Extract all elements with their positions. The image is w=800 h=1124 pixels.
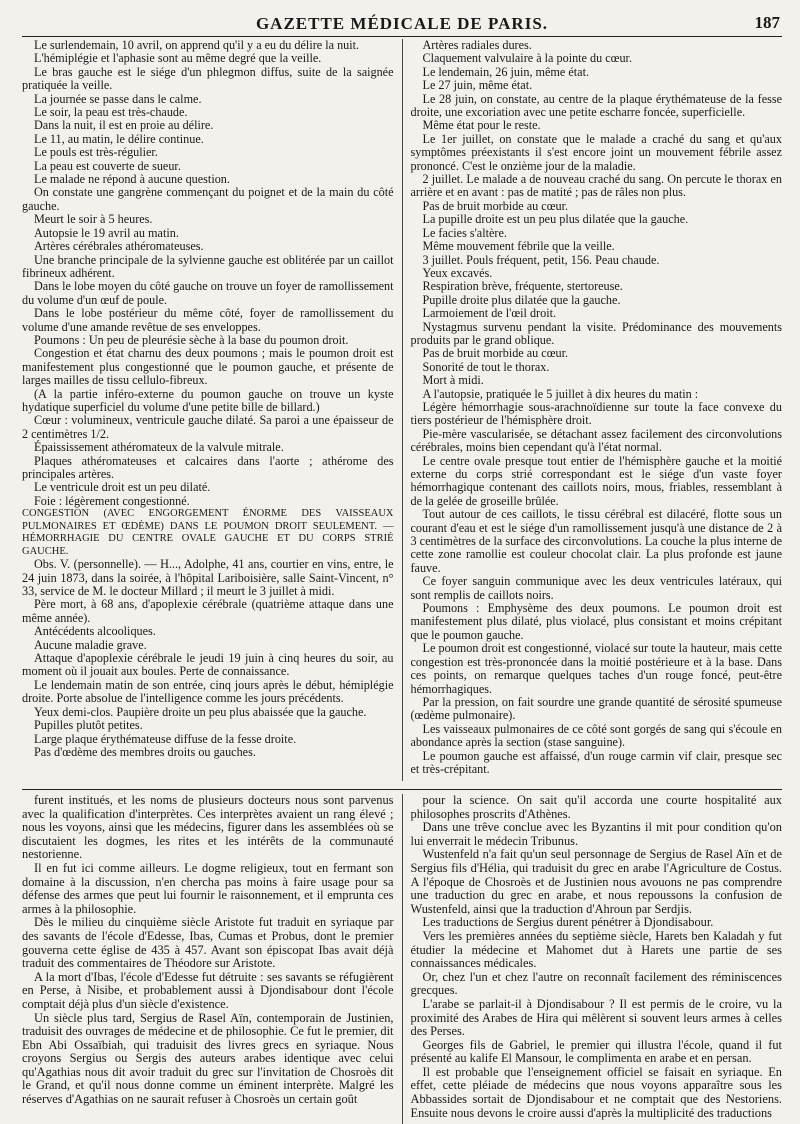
- paragraph: Un siècle plus tard, Sergius de Rasel Aïn, contemporain de Justinien, traduisit des ouvrages de médecine et de philosophie. Ce fut le premier, dit Ebn Abi Ossaïbiah, qui traduisit des livres grecs en syriaque. Nous croyons Sergius ou Sergis des auteurs arabes identique avec celui qu'Agathias nous dit avoir traduit du grec sur l'invitation de Chosroès dit le Grand, et qu'il nous donne comme un éminent interprète. Malgré les réserves d'Agathias on ne saurait refuser à Chosroès un certain goût: [22, 1010, 394, 1107]
- paragraph: Obs. V. (personnelle). — H..., Adolphe, 41 ans, courtier en vins, entre, le 24 juin 1873, dans la soirée, à l'hôpital Lariboisière, salle Saint-Vincent, n° 33, service de M. le docteur Millard ; il meurt le 3 juillet à midi.: [22, 557, 394, 599]
- paragraph: Nystagmus survenu pendant la visite. Prédominance des mouvements produits par le grand oblique.: [410, 319, 782, 347]
- paragraph: Pas d'œdème des membres droits ou gauches.: [34, 744, 256, 759]
- top-right-column: [403, 39, 783, 781]
- paragraph: Le 27 juin, même état.: [422, 78, 533, 93]
- paragraph: On constate une gangrène commençant du poignet et de la main du côté gauche.: [22, 185, 394, 213]
- paragraph: Le ventricule droit est un peu dilaté.: [34, 480, 211, 495]
- paragraph: Dès le milieu du cinquième siècle Aristote fut traduit en syriaque par des savants de l'école d'Edesse, Ibas, Cumas et Probus, dont le premier gouverna cette église de 435 à 457. Avant son épiscopat Ibas avait déjà traduit des commentaires de Théodore sur Aristote.: [22, 915, 394, 971]
- paragraph: Le bras gauche est le siége d'un phlegmon diffus, suite de la saignée pratiquée la veille.: [22, 64, 394, 93]
- top-section: [22, 39, 782, 781]
- paragraph: Le lendemain, 26 juin, même état.: [422, 64, 590, 79]
- paragraph: A l'autopsie, pratiquée le 5 juillet à dix heures du matin :: [422, 386, 699, 401]
- paragraph: La journée se passe dans le calme.: [34, 91, 202, 106]
- paragraph: Dans le lobe postérieur du même côté, foyer de ramollissement du volume d'une amande revêtue de ses enveloppes.: [22, 306, 394, 334]
- paragraph: Large plaque érythémateuse diffuse de la fesse droite.: [34, 731, 297, 746]
- paragraph: Cœur : volumineux, ventricule gauche dilaté. Sa paroi a une épaisseur de 2 centimètres 1/2.: [22, 413, 394, 441]
- paragraph: Autopsie le 19 avril au matin.: [34, 225, 179, 240]
- paragraph: Sonorité de tout le thorax.: [422, 359, 550, 374]
- section-divider: [22, 789, 782, 790]
- paragraph: Respiration brève, fréquente, stertoreuse.: [422, 279, 623, 294]
- paragraph: Vers les premières années du septième siècle, Harets ben Kaladah y fut étudier la médecine et Mahomet dut à Harets une partie de ses connaissances médicales.: [410, 928, 782, 971]
- paragraph: Le surlendemain, 10 avril, on apprend qu'il y a eu du délire la nuit.: [34, 38, 360, 52]
- paragraph: Le centre ovale presque tout entier de l'hémisphère gauche et la moitié externe du corps strié correspondant est le siége d'un vaste foyer hémorrhagique contenant des caillots noirs, mous, friables, ressemblant à de la gelée de groseille brûlée.: [410, 453, 782, 508]
- paragraph: Le pouls est très-régulier.: [34, 145, 158, 160]
- paragraph: Or, chez l'un et chez l'autre on reconnaît facilement des réminiscences grecques.: [410, 969, 782, 998]
- paragraph: Légère hémorrhagie sous-arachnoïdienne sur toute la face convexe du tiers postérieur de l'hémisphère droit.: [410, 399, 782, 428]
- paragraph: Poumons : Un peu de pleurésie sèche à la base du poumon droit.: [34, 332, 349, 347]
- journal-title: GAZETTE MÉDICALE DE PARIS.: [255, 14, 549, 33]
- paragraph: L'arabe se parlait-il à Djondisabour ? Il est permis de le croire, vu la proximité des Arabes de Hira qui mêlèrent si souvent leurs armes à celles des Perses.: [410, 996, 782, 1039]
- paragraph: Pupilles plutôt petites.: [34, 718, 143, 733]
- paragraph: Georges fils de Gabriel, le premier qui illustra l'école, quand il fut présenté au kalife El Mansour, le complimenta en arabe et en persan.: [410, 1037, 782, 1066]
- paragraph: A la mort d'Ibas, l'école d'Edesse fut détruite : ses savants se réfugièrent en Perse, à Nisibe, et probablement aussi à Djondisabour dont l'école comptait déjà plus d'un siècle d'existence.: [22, 969, 394, 1011]
- paragraph: Meurt le soir à 5 heures.: [34, 212, 153, 227]
- paragraph: La pupille droite est un peu plus dilatée que la gauche.: [422, 212, 689, 227]
- paragraph: Yeux excavés.: [422, 265, 493, 280]
- paragraph: La peau est couverte de sueur.: [34, 158, 181, 173]
- paragraph: Antécédents alcooliques.: [34, 624, 156, 639]
- paragraph: CONGESTION (AVEC ENGORGEMENT ÉNORME DES VAISSEAUX PULMONAIRES ET ŒDÈME) DANS LE POUMON DROIT SEULEMENT. — HÉMORRHAGIE DU CENTRE OVALE GAUCHE ET DU CORPS STRIÉ GAUCHE.: [22, 508, 394, 557]
- paragraph: Il est probable que l'enseignement officiel se faisait en syriaque. En effet, cette pléiade de médecins que nous voyons apparaître sous les Abbassides sortait de Djondisabour et ne comptait que des Nestoriens. Ensuite nous devons le croire aussi d'après la multiplicité des traductions: [410, 1064, 782, 1120]
- paragraph: Dans une trêve conclue avec les Byzantins il mit pour condition qu'on lui enverrait le médecin Tribunus.: [410, 820, 782, 848]
- paragraph: Épaississement athéromateux de la valvule mitrale.: [34, 440, 284, 455]
- paragraph: furent institués, et les noms de plusieurs docteurs nous sont parvenus avec la qualification d'interprètes. Ces interprètes avaient un rang élevé ; nous les voyons, ainsi que les médecins, figurer dans les assemblées où se discutaient les dogmes, les rites et les intérêts de la communauté nestorienne.: [22, 793, 394, 862]
- paragraph: pour la science. On sait qu'il accorda une courte hospitalité aux philosophes proscrits d'Athènes.: [410, 793, 782, 821]
- paragraph: Le malade ne répond à aucune question.: [34, 172, 230, 187]
- paragraph: Pas de bruit morbide au cœur.: [422, 346, 569, 361]
- paragraph: Le poumon gauche est affaissé, d'un rouge carmin vif clair, presque sec et très-crépitant.: [410, 748, 782, 776]
- paragraph: Larmoiement de l'œil droit.: [422, 306, 557, 321]
- paragraph: 3 juillet. Pouls fréquent, petit, 156. Peau chaude.: [422, 252, 660, 267]
- paragraph: Le 11, au matin, le délire continue.: [34, 131, 204, 146]
- paragraph: Père mort, à 68 ans, d'apoplexie cérébrale (quatrième attaque dans une même année).: [22, 597, 394, 625]
- paragraph: Dans la nuit, il est en proie au délire.: [34, 118, 214, 133]
- paragraph: Poumons : Emphysème des deux poumons. Le poumon droit est manifestement plus dilaté, plus violacé, plus consistant et moins crépitant que le poumon gauche.: [410, 601, 782, 642]
- paragraph: Le lendemain matin de son entrée, cinq jours après le début, hémiplégie droite. Porte absolue de l'intelligence comme les jours précédents.: [22, 677, 394, 706]
- paragraph: Claquement valvulaire à la pointe du cœur.: [422, 51, 632, 66]
- paragraph: Wustenfeld n'a fait qu'un seul personnage de Sergius de Rasel Aïn et de Sergius fils d'Hélia, qui traduisit du grec en arabe l'Agriculture de Costus. A l'époque de Chosroès et de Justinien nous avouons ne pas comprendre une traduction du grec en arabe, et nous repoussons la confusion de Wustenfeld, ainsi que la traduction d'Ahroun par Serdjis.: [410, 847, 782, 916]
- paragraph: Les vaisseaux pulmonaires de ce côté sont gorgés de sang qui s'écoule en abondance après la section (stase sanguine).: [410, 721, 782, 750]
- paragraph: Une branche principale de la sylvienne gauche est oblitérée par un caillot fibrineux adhérent.: [22, 252, 394, 280]
- paragraph: Le 28 juin, on constate, au centre de la plaque érythémateuse de la fesse droite, une excoriation avec une petite escharre foncée, superficielle.: [410, 91, 782, 120]
- top-left-column: [22, 39, 403, 781]
- paragraph: 2 juillet. Le malade a de nouveau craché du sang. On percute le thorax en arrière et en avant : pas de matité ; pas de râles non plus.: [410, 172, 782, 200]
- paragraph: Tout autour de ces caillots, le tissu cérébral est dilacéré, flotte sous un courant d'eau et est le siége d'un ramollissement jusqu'à une distance de 2 à 3 centimètres de la surface des circonvolutions. La couche la plus interne de cette zone ramollie est couleur chocolat clair. La plus profonde est jaune fauve.: [410, 507, 782, 575]
- page-number: 187: [754, 13, 780, 32]
- bottom-right-column: [403, 794, 783, 1124]
- paragraph: Artères radiales dures.: [422, 38, 532, 52]
- paragraph: Il en fut ici comme ailleurs. Le dogme religieux, tout en fermant son domaine à la discussion, n'en chercha pas moins à faire usage pour sa défense des armes que peut lui fournir le raisonnement, et il emprunta ces armes à la philosophie.: [22, 860, 394, 916]
- paragraph: Congestion et état charnu des deux poumons ; mais le poumon droit est manifestement plus congestionné que le poumon gauche, et présente de larges mailles de tissu cellulo-fibreux.: [22, 346, 394, 388]
- paragraph: (A la partie inféro-externe du poumon gauche on trouve un kyste hydatique superficiel du volume d'une petite bille de billard.): [22, 386, 394, 414]
- page-header: [22, 12, 782, 37]
- paragraph: Même mouvement fébrile que la veille.: [422, 239, 615, 254]
- paragraph: Pie-mère vascularisée, se détachant assez facilement des circonvolutions cérébrales, moins bien cependant qu'à l'état normal.: [410, 426, 782, 455]
- bottom-left-column: [22, 794, 403, 1124]
- paragraph: Artères cérébrales athéromateuses.: [34, 239, 204, 254]
- paragraph: Attaque d'apoplexie cérébrale le jeudi 19 juin à cinq heures du soir, au moment où il jouait aux boules. Perte de connaissance.: [22, 651, 394, 679]
- paragraph: Dans le lobe moyen du côté gauche on trouve un foyer de ramollissement du volume d'un œuf de poule.: [22, 279, 394, 307]
- paragraph: Plaques athéromateuses et calcaires dans l'aorte ; athérome des principales artères.: [22, 453, 394, 481]
- paragraph: Le poumon droit est congestionné, violacé sur toute la hauteur, mais cette congestion est très-prononcée dans la moitié postérieure et à la base. Dans ces points, on remarque quelques taches d'un rouge foncé, peut-être hémorrhagiques.: [410, 641, 782, 696]
- paragraph: Foie : légèrement congestionné.: [34, 493, 190, 508]
- bottom-section: [22, 794, 782, 1124]
- paragraph: Pupille droite plus dilatée que la gauche.: [422, 292, 621, 307]
- paragraph: Yeux demi-clos. Paupière droite un peu plus abaissée que la gauche.: [34, 704, 367, 719]
- paragraph: Les traductions de Sergius durent pénétrer à Djondisabour.: [422, 915, 714, 930]
- paragraph: Le 1er juillet, on constate que le malade a craché du sang et qu'aux symptômes préexistants il s'est encore joint un mouvement fébrile assez prononcé. C'est le onzième jour de la maladie.: [410, 131, 782, 173]
- paragraph: L'hémiplégie et l'aphasie sont au même degré que la veille.: [34, 51, 322, 66]
- paragraph: Le facies s'altère.: [422, 225, 507, 240]
- paragraph: Même état pour le reste.: [422, 118, 541, 133]
- paragraph: Mort à midi.: [422, 373, 484, 388]
- paragraph: Ce foyer sanguin communique avec les deux ventricules latéraux, qui sont remplis de caillots noirs.: [410, 574, 782, 602]
- paragraph: Pas de bruit morbide au cœur.: [422, 198, 569, 213]
- paragraph: Par la pression, on fait sourdre une grande quantité de sérosité spumeuse (œdème pulmonaire).: [410, 694, 782, 723]
- paragraph: Aucune maladie grave.: [34, 637, 147, 652]
- paragraph: Le soir, la peau est très-chaude.: [34, 105, 188, 120]
